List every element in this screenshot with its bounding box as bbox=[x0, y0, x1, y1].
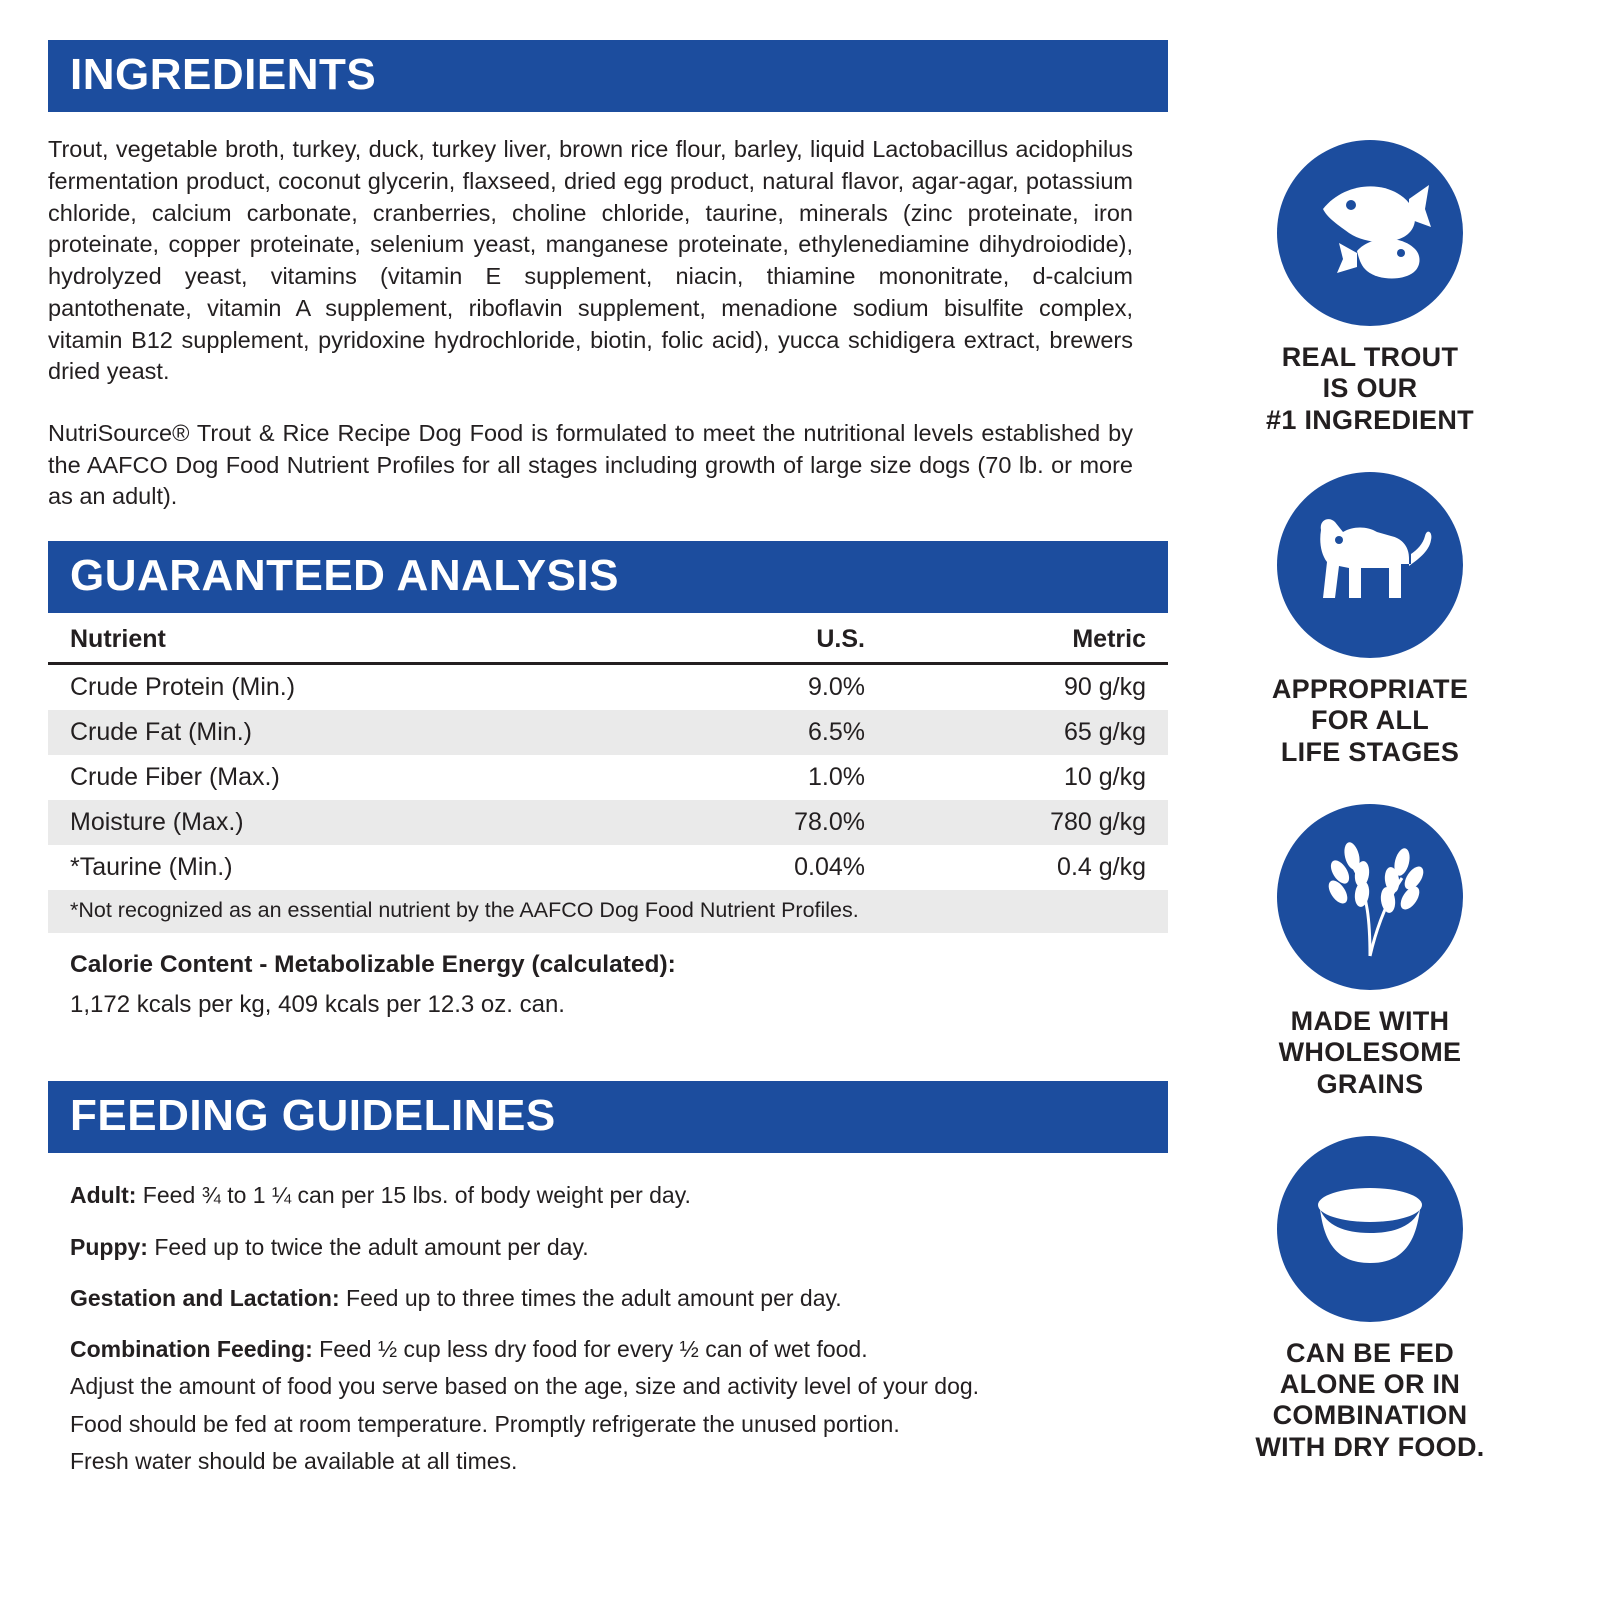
badge-real-trout bbox=[1190, 140, 1550, 436]
column-header-us: U.S. bbox=[683, 613, 865, 664]
cell-us: 6.5% bbox=[683, 710, 865, 755]
cell-metric: 65 g/kg bbox=[865, 710, 1168, 755]
feeding-line-adult bbox=[70, 1177, 1168, 1214]
feeding-text-combination: Feed ½ cup less dry food for every ½ can of wet food. bbox=[312, 1336, 868, 1363]
calorie-content-heading: Calorie Content - Metabolizable Energy (calculated): bbox=[70, 951, 676, 979]
feeding-guidelines-list bbox=[48, 1177, 1168, 1480]
badge-caption-wholesome-grains: MADE WITH WHOLESOME GRAINS bbox=[1278, 1005, 1462, 1099]
cell-us: 0.04% bbox=[794, 853, 865, 882]
feeding-guidelines-section-header: FEEDING GUIDELINES bbox=[48, 1081, 1168, 1153]
feeding-note-adjust: Adjust the amount of food you serve based on the age, size and activity level of your dog. bbox=[70, 1373, 980, 1400]
feeding-text-puppy: Feed up to twice the adult amount per day. bbox=[147, 1233, 589, 1260]
feeding-label-adult: Adult: bbox=[70, 1182, 137, 1209]
badge-icon-circle bbox=[1277, 140, 1463, 326]
guaranteed-analysis-table bbox=[48, 613, 1168, 890]
feeding-note-water: Fresh water should be available at all times. bbox=[70, 1447, 518, 1474]
cell-nutrient: Crude Fiber (Max.) bbox=[70, 763, 280, 792]
badge-caption-combination-feeding: CAN BE FED ALONE OR IN COMBINATION WITH DRY FOOD. bbox=[1255, 1337, 1485, 1462]
badge-icon-circle bbox=[1277, 804, 1463, 990]
cell-metric: 780 g/kg bbox=[865, 800, 1168, 845]
wheat-icon bbox=[1310, 834, 1430, 960]
cell-nutrient: Crude Fat (Min.) bbox=[48, 710, 683, 755]
guaranteed-analysis-section-header: GUARANTEED ANALYSIS bbox=[48, 541, 1168, 613]
badge-caption-life-stages: APPROPRIATE FOR ALL LIFE STAGES bbox=[1271, 673, 1469, 767]
column-header-metric: Metric bbox=[865, 613, 1168, 664]
badges-column bbox=[1190, 140, 1550, 1499]
dog-icon bbox=[1305, 506, 1435, 624]
cell-nutrient: Crude Protein (Min.) bbox=[70, 673, 296, 702]
feeding-text-adult: Feed ¾ to 1 ¼ can per 15 lbs. of body weight per day. bbox=[136, 1182, 691, 1209]
column-header-nutrient: Nutrient bbox=[48, 613, 683, 664]
cell-nutrient: *Taurine (Min.) bbox=[70, 853, 233, 882]
taurine-footnote: *Not recognized as an essential nutrient by the AAFCO Dog Food Nutrient Profiles. bbox=[48, 890, 1168, 933]
calorie-content-value: 1,172 kcals per kg, 409 kcals per 12.3 oz. can. bbox=[70, 991, 565, 1019]
table-row bbox=[48, 845, 1168, 890]
left-content-column bbox=[48, 40, 1168, 1480]
guaranteed-analysis-section bbox=[48, 541, 1168, 1019]
cell-metric: 10 g/kg bbox=[1063, 763, 1146, 792]
badge-combination-feeding bbox=[1190, 1136, 1550, 1463]
table-header-row bbox=[48, 613, 1168, 664]
badge-life-stages bbox=[1190, 472, 1550, 768]
feeding-text-gestation: Feed up to three times the adult amount per day. bbox=[339, 1284, 842, 1311]
cell-us: 78.0% bbox=[683, 800, 865, 845]
fish-icon bbox=[1305, 173, 1435, 293]
feeding-line-puppy bbox=[70, 1229, 1168, 1266]
badge-icon-circle bbox=[1277, 1136, 1463, 1322]
cell-metric: 90 g/kg bbox=[1063, 673, 1146, 702]
cell-us: 9.0% bbox=[808, 673, 865, 702]
table-row bbox=[48, 710, 1168, 755]
feeding-label-combination: Combination Feeding: bbox=[70, 1336, 313, 1363]
badge-caption-real-trout: REAL TROUT IS OUR #1 INGREDIENT bbox=[1266, 342, 1474, 435]
feeding-line-combination bbox=[70, 1331, 1168, 1368]
ingredients-list-text: Trout, vegetable broth, turkey, duck, turkey liver, brown rice flour, barley, liquid Lactobacillus acidophilus fermentation product, coconut glycerin, flaxseed, dried egg product, natural flavor, agar-agar, potassium chloride, calcium carbonate, cranberries, choline chloride, taurine, minerals (zinc proteinate, iron proteinate, copper proteinate, selenium yeast, manganese proteinate, ethylenediamine dihydroiodide), hydrolyzed yeast, vitamins (vitamin E supplement, niacin, thiamine mononitrate, d-calcium pantothenate, vitamin A supplement, riboflavin supplement, menadione sodium bisulfite complex, vitamin B12 supplement, pyridoxine hydrochloride, biotin, folic acid), yucca schidigera extract, brewers dried yeast. bbox=[48, 136, 1133, 385]
ingredients-section-header: INGREDIENTS bbox=[48, 40, 1168, 112]
feeding-guidelines-section bbox=[48, 1081, 1168, 1480]
table-row bbox=[48, 800, 1168, 845]
table-row bbox=[48, 664, 1168, 711]
feeding-label-gestation: Gestation and Lactation: bbox=[70, 1284, 340, 1311]
badge-icon-circle bbox=[1277, 472, 1463, 658]
badge-wholesome-grains bbox=[1190, 804, 1550, 1100]
cell-nutrient: Moisture (Max.) bbox=[48, 800, 683, 845]
feeding-line-gestation bbox=[70, 1280, 1168, 1317]
table-row bbox=[48, 755, 1168, 800]
feeding-note-temperature: Food should be fed at room temperature. Promptly refrigerate the unused portion. bbox=[70, 1410, 900, 1437]
bowl-icon bbox=[1302, 1179, 1438, 1279]
cell-us: 1.0% bbox=[808, 763, 865, 792]
feeding-label-puppy: Puppy: bbox=[70, 1233, 148, 1260]
aafco-statement-text: NutriSource® Trout & Rice Recipe Dog Food is formulated to meet the nutritional levels established by the AAFCO Dog Food Nutrient Profiles for all stages including growth of large size dogs (70 lb. or more as an adult). bbox=[48, 419, 1133, 510]
cell-metric: 0.4 g/kg bbox=[1057, 853, 1146, 882]
